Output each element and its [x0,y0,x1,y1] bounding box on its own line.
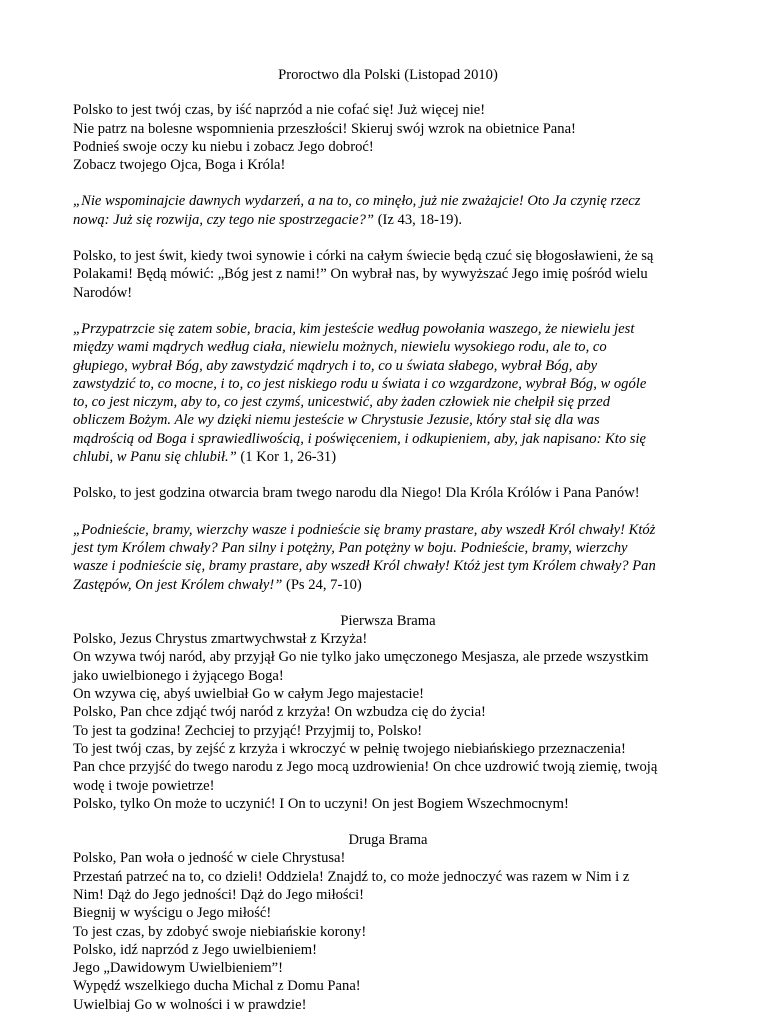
text-line: Podnieś swoje oczy ku niebu i zobacz Jego dobroć! [73,138,374,155]
text-line: Polsko to jest twój czas, by iść naprzód a nie cofać się! Już więcej nie! [73,102,486,119]
section-heading: Druga Brama [348,832,428,849]
text-line: Polsko, Jezus Chrystus zmartwychwstał z Krzyża! [73,631,368,648]
text-line: Polsko, Pan chce zdjąć twój naród z krzyża! On wzbudza cię do życia! [73,704,486,721]
scripture-reference: (1 Kor 1, 26-31) [236,449,337,466]
dawn-paragraph [73,247,703,302]
text-line: jako uwielbionego i żyjącego Boga! [73,667,284,684]
text-line: Przestań patrzeć na to, co dzieli! Oddziela! Znajdź to, co może jednoczyć was razem w Nim i z [73,868,630,885]
quote-line: między wami mądrych według ciała, niewielu możnych, niewielu wysokiego rodu, ale to, co [73,339,607,356]
quote-line: jest tym Królem chwały? Pan silny i potężny, Pan potężny w boju. Podnieście, bramy, wierzchy [73,539,628,556]
text-line: Polakami! Będą mówić: „Bóg jest z nami!” On wybrał nas, by wywyższać Jego imię pośród wielu [73,266,648,283]
text-line: Polsko, tylko On może to uczynić! I On to uczyni! On jest Bogiem Wszechmocnym! [73,795,569,812]
quote-isaiah [73,192,703,229]
quote-line: „Podnieście, bramy, wierzchy wasze i podnieście się bramy prastare, aby wszedł Król chwały! Któż [73,521,656,538]
quote-line: to, co jest niczym, aby to, co jest czymś, unicestwić, aby żaden człowiek nie chełpił się przed [73,394,611,411]
text-line: wodę i twoje powietrze! [73,777,215,794]
quote-psalm [73,521,703,594]
text-line: Polsko, to jest godzina otwarcia bram twego narodu dla Niego! Dla Króla Królów i Pana Panów! [73,485,640,502]
gates-paragraph [73,484,703,502]
text-line: Pan chce przyjść do twego narodu z Jego mocą uzdrowienia! On chce uzdrowić twoją ziemię, twoją [73,759,658,776]
scripture-reference: (Iz 43, 18-19). [374,211,462,228]
section-first-gate [73,612,703,813]
intro-paragraph [73,101,703,174]
document-title: Proroctwo dla Polski (Listopad 2010) [278,67,498,83]
text-line: Biegnij w wyścigu o Jego miłość! [73,905,272,922]
text-line: Polsko, Pan woła o jedność w ciele Chrystusa! [73,850,346,867]
section-second-gate [73,831,703,1014]
scripture-reference: (Ps 24, 7-10) [282,576,362,593]
text-line: Nim! Dąż do Jego jedności! Dąż do Jego miłości! [73,886,364,903]
quote-line: mądrością od Boga i sprawiedliwością, i poświęceniem, i odkupieniem, aby, jak napisano: Kto się [73,430,647,447]
text-line: Wypędź wszelkiego ducha Michal z Domu Pana! [73,978,361,995]
quote-line: „Nie wspominajcie dawnych wydarzeń, a na to, co minęło, już nie zważajcie! Oto Ja czynię rzecz [73,193,641,210]
text-line: To jest czas, by zdobyć swoje niebiańskie korony! [73,923,367,940]
text-line: On wzywa twój naród, aby przyjął Go nie tylko jako umęczonego Mesjasza, ale przede wszystkim [73,649,649,666]
quote-line: obliczem Bożym. Ale wy dzięki niemu jesteście w Chrystusie Jezusie, który stał się dla was [73,412,600,429]
text-line: To jest twój czas, by zejść z krzyża i wkroczyć w pełnię twojego niebiańskiego przeznaczenia! [73,740,626,757]
quote-line: zawstydzić to, co mocne, i to, co jest niskiego rodu u świata i co wzgardzone, wybrał Bóg, w ogóle [73,375,647,392]
document-page [73,66,703,1032]
quote-line: nową: Już się rozwija, czy tego nie spostrzegacie?” [73,211,375,228]
quote-corinthians [73,320,703,466]
text-line: Uwielbiaj Go w wolności i w prawdzie! [73,996,307,1013]
text-line: Polsko, idź naprzód z Jego uwielbieniem! [73,941,317,958]
quote-line: Zastępów, On jest Królem chwały!” [73,576,283,593]
text-line: On wzywa cię, abyś uwielbiał Go w całym Jego majestacie! [73,686,424,703]
quote-line: głupiego, wybrał Bóg, aby zawstydzić mądrych i to, co u świata słabego, wybrał Bóg, aby [73,357,598,374]
quote-line: wasze i podnieście się, bramy prastare, aby wszedł Król chwały! Któż jest tym Królem chwały? Pan [73,558,656,575]
text-line: Zobacz twojego Ojca, Boga i Króla! [73,157,286,174]
text-line: Polsko, to jest świt, kiedy twoi synowie i córki na całym świecie będą czuć się błogosławieni, że są [73,248,654,265]
text-line: Narodów! [73,284,133,301]
text-line: Nie patrz na bolesne wspomnienia przeszłości! Skieruj swój wzrok na obietnice Pana! [73,120,576,137]
text-line: Jego „Dawidowym Uwielbieniem”! [73,960,283,977]
quote-line: „Przypatrzcie się zatem sobie, bracia, kim jesteście według powołania waszego, że niewielu jest [73,320,635,337]
text-line: To jest ta godzina! Zechciej to przyjąć! Przyjmij to, Polsko! [73,722,423,739]
section-heading: Pierwsza Brama [340,612,436,629]
quote-line: chlubi, w Panu się chlubił.” [73,449,237,466]
